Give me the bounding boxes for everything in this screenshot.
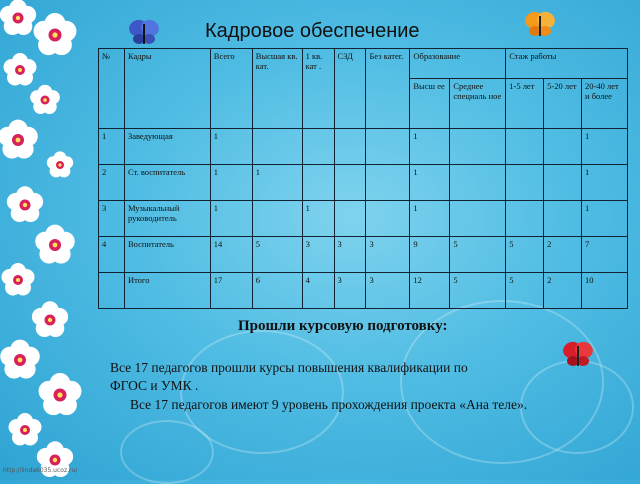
training-heading: Прошли курсовую подготовку: — [238, 318, 448, 334]
table-cell-exp3: 1 — [582, 129, 628, 165]
table-cell-exp3: 10 — [582, 273, 628, 309]
table-cell-staff: Воспитатель — [124, 237, 210, 273]
table-cell-edu_h: 9 — [410, 237, 450, 273]
header-num: № — [99, 49, 125, 129]
table-cell-total: 1 — [210, 129, 252, 165]
table-cell-exp1 — [506, 129, 544, 165]
table-cell-szd: 3 — [334, 273, 366, 309]
table-cell-edu_h: 1 — [410, 201, 450, 237]
table-row — [99, 129, 628, 165]
table-cell-exp3: 1 — [582, 201, 628, 237]
header-experience: Стаж работы — [506, 49, 628, 79]
table-cell-edu_s — [450, 201, 506, 237]
table-cell-staff: Ст. воспитатель — [124, 165, 210, 201]
table-cell-nocat: 3 — [366, 273, 410, 309]
table-row — [99, 273, 628, 309]
table-cell-nocat — [366, 129, 410, 165]
blue-butterfly-icon — [128, 18, 160, 48]
table-cell-first: 1 — [302, 201, 334, 237]
orange-butterfly-icon — [524, 10, 556, 40]
table-cell-higher — [252, 129, 302, 165]
background-swirl — [520, 360, 634, 454]
header-edu-secondary: Среднее специаль ное — [450, 79, 506, 129]
training-line-1a: Все 17 педагогов прошли курсы повышения квалификации по — [110, 360, 468, 375]
table-cell-total: 17 — [210, 273, 252, 309]
table-cell-szd — [334, 201, 366, 237]
table-cell-first — [302, 129, 334, 165]
table-cell-total: 14 — [210, 237, 252, 273]
table-cell-edu_s: 5 — [450, 273, 506, 309]
table-cell-edu_h: 12 — [410, 273, 450, 309]
table-row — [99, 165, 628, 201]
header-staff: Кадры — [124, 49, 210, 129]
table-cell-nocat — [366, 165, 410, 201]
table-cell-total: 1 — [210, 201, 252, 237]
table-cell-szd — [334, 129, 366, 165]
table-cell-staff: Музыкальный руководитель — [124, 201, 210, 237]
table-cell-nocat: 3 — [366, 237, 410, 273]
training-line-1b: ФГОС и УМК . — [110, 378, 199, 393]
header-edu-higher: Высш ее — [410, 79, 450, 129]
red-butterfly-icon — [562, 340, 594, 370]
table-cell-edu_h: 1 — [410, 165, 450, 201]
flower-border — [0, 0, 100, 480]
table-cell-szd — [334, 165, 366, 201]
header-no-category: Без катег. — [366, 49, 410, 129]
header-first-category: 1 кв. кат . — [302, 49, 334, 129]
table-cell-total: 1 — [210, 165, 252, 201]
table-cell-num: 1 — [99, 129, 125, 165]
table-cell-exp3: 1 — [582, 165, 628, 201]
header-exp-20-40: 20-40 лет и более — [582, 79, 628, 129]
table-cell-edu_s — [450, 165, 506, 201]
background-swirl — [120, 420, 214, 484]
table-cell-edu_h: 1 — [410, 129, 450, 165]
table-cell-higher: 5 — [252, 237, 302, 273]
table-cell-first: 4 — [302, 273, 334, 309]
table-cell-num — [99, 273, 125, 309]
table-cell-exp2 — [544, 201, 582, 237]
staff-table — [98, 48, 628, 309]
header-total: Всего — [210, 49, 252, 129]
table-cell-higher: 1 — [252, 165, 302, 201]
header-exp-1-5: 1-5 лет — [506, 79, 544, 129]
table-cell-exp2: 2 — [544, 273, 582, 309]
training-line-2: Все 17 педагогов имеют 9 уровень прохождения проекта «Ана теле». — [130, 397, 528, 412]
header-higher-category: Высшая кв. кат. — [252, 49, 302, 129]
header-exp-5-20: 5-20 лет — [544, 79, 582, 129]
table-cell-exp2: 2 — [544, 237, 582, 273]
table-cell-exp1: 5 — [506, 273, 544, 309]
table-cell-exp3: 7 — [582, 237, 628, 273]
table-cell-staff: Итого — [124, 273, 210, 309]
header-szd: СЗД — [334, 49, 366, 129]
table-cell-higher: 6 — [252, 273, 302, 309]
table-cell-num: 4 — [99, 237, 125, 273]
slide-title: Кадровое обеспечение — [205, 20, 420, 42]
table-cell-exp2 — [544, 129, 582, 165]
table-row — [99, 201, 628, 237]
table-cell-nocat — [366, 201, 410, 237]
table-cell-staff: Заведующая — [124, 129, 210, 165]
table-cell-exp1 — [506, 165, 544, 201]
source-credit: http://linda6035.ucoz.ru/ — [3, 467, 78, 474]
table-cell-edu_s — [450, 129, 506, 165]
table-cell-num: 3 — [99, 201, 125, 237]
table-cell-exp2 — [544, 165, 582, 201]
table-cell-edu_s: 5 — [450, 237, 506, 273]
table-cell-first: 3 — [302, 237, 334, 273]
table-row — [99, 237, 628, 273]
table-cell-exp1: 5 — [506, 237, 544, 273]
table-cell-first — [302, 165, 334, 201]
table-cell-num: 2 — [99, 165, 125, 201]
table-cell-higher — [252, 201, 302, 237]
header-education: Образование — [410, 49, 506, 79]
table-cell-exp1 — [506, 201, 544, 237]
table-cell-szd: 3 — [334, 237, 366, 273]
